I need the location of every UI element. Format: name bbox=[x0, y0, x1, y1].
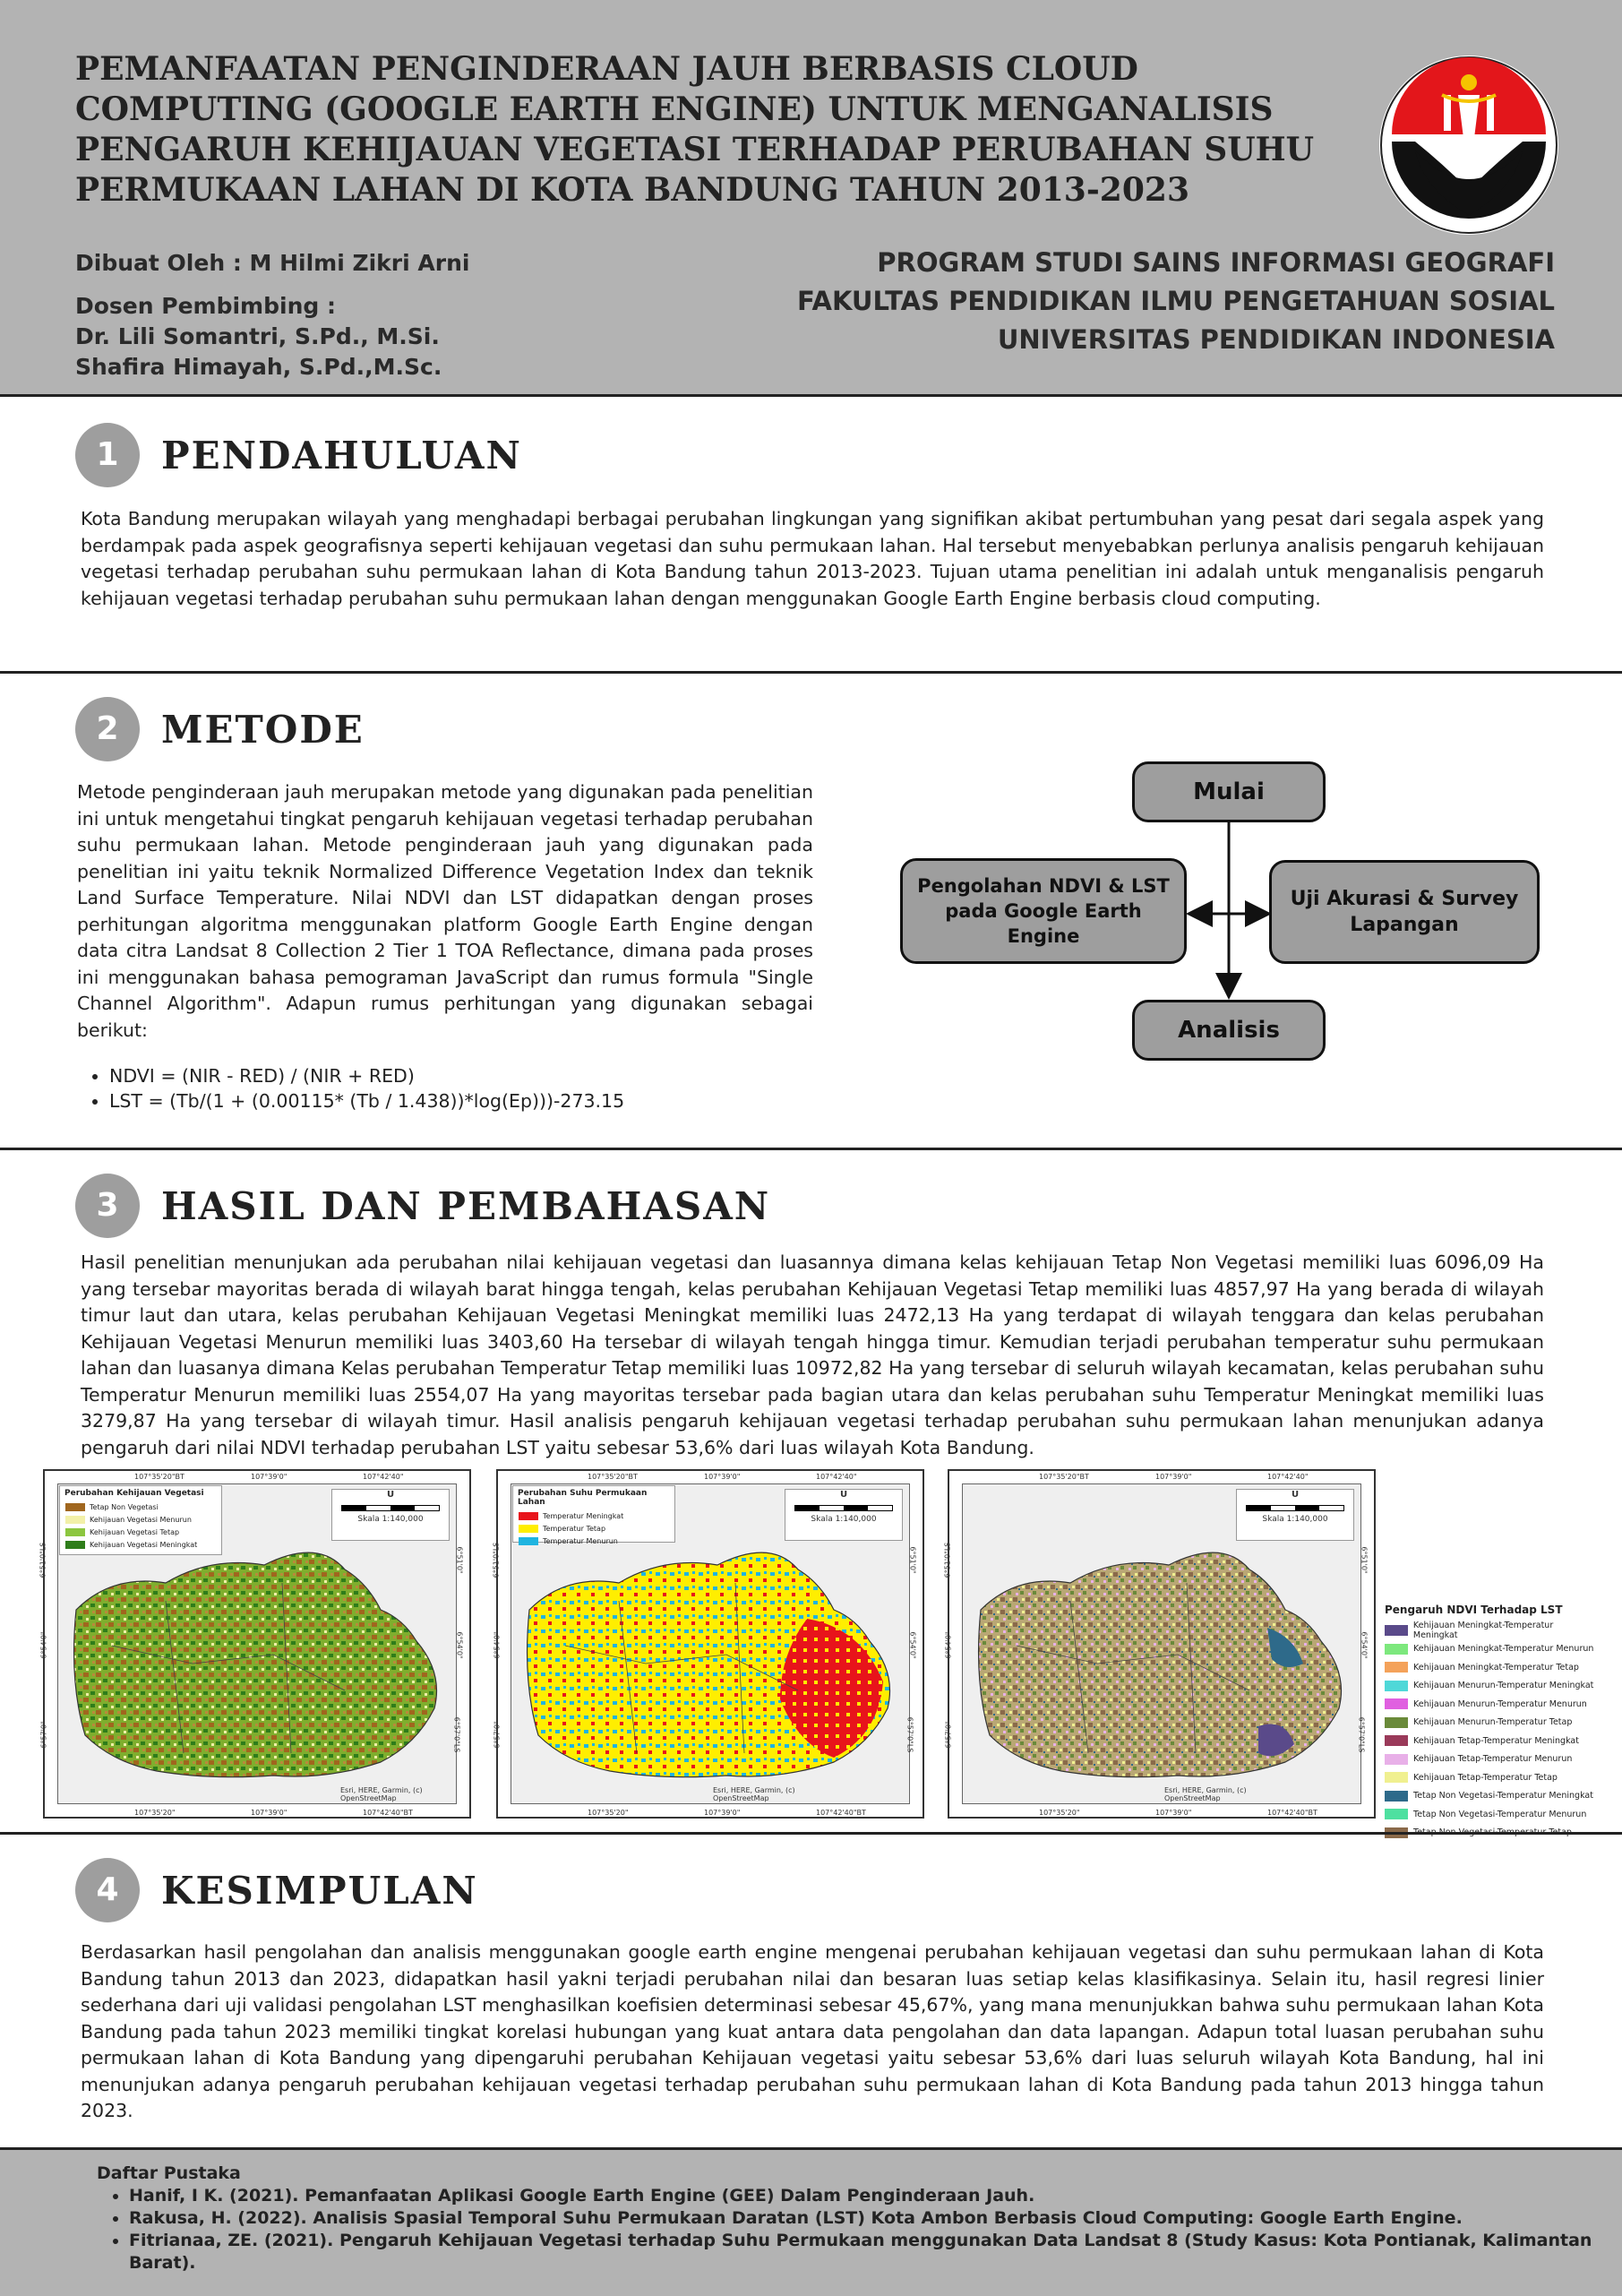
legend-item bbox=[65, 1526, 221, 1538]
map-vegetation-change: Perubahan Kehijauan Vegetasi Tetap Non Vegetasi Kehijauan Vegetasi Menurun Kehijauan Vegetasi Tetap Kehijauan Vegetasi Meningkat U Skala 1:140,000 107°35'20"BT 107°39'0" 107°42'40" 107°35'20" 107°39'0" 107°42'40"BT 6°51'0"LS 6°54'0" 6°57'0" 6°51'0" 6°54'0" 6°57'0"LS Esri, HERE, Garmin, (c) OpenStreetMap bbox=[43, 1469, 471, 1819]
section-title-results: HASIL DAN PEMBAHASAN bbox=[161, 1184, 771, 1228]
section-divider bbox=[0, 1148, 1622, 1150]
legend-swatch bbox=[519, 1525, 538, 1533]
legend-item bbox=[65, 1501, 221, 1513]
author-line: Dibuat Oleh : M Hilmi Zikri Arni bbox=[75, 250, 470, 276]
legend-swatch bbox=[1385, 1791, 1408, 1802]
ndvi-lst-legend-item bbox=[1385, 1695, 1600, 1714]
map-credit: Esri, HERE, Garmin, (c) OpenStreetMap bbox=[340, 1786, 423, 1802]
flow-processing: Pengolahan NDVI & LST pada Google Earth Engine bbox=[900, 858, 1187, 964]
scale-bar bbox=[1246, 1505, 1344, 1511]
university-logo bbox=[1379, 56, 1558, 235]
legend-label: Kehijauan Vegetasi Tetap bbox=[90, 1527, 180, 1536]
map-scale: Skala 1:140,000 bbox=[811, 1515, 877, 1524]
map-legend: Perubahan Suhu Permukaan Lahan Temperatur Meningkat Temperatur Tetap Temperatur Menurun bbox=[512, 1485, 675, 1543]
section-divider bbox=[0, 671, 1622, 674]
institution-block: PROGRAM STUDI SAINS INFORMASI GEOGRAFI FAKULTAS PENDIDIKAN ILMU PENGETAHUAN SOSIAL UNIVERSITAS PENDIDIKAN INDONESIA bbox=[797, 247, 1555, 355]
map-scale: Skala 1:140,000 bbox=[357, 1515, 424, 1524]
ndvi-lst-legend-item bbox=[1385, 1714, 1600, 1733]
legend-label: Kehijauan Vegetasi Meningkat bbox=[90, 1540, 198, 1549]
section-divider bbox=[0, 1832, 1622, 1835]
map-scale-box bbox=[785, 1489, 903, 1541]
legend-swatch bbox=[1385, 1644, 1408, 1655]
legend-items-1 bbox=[65, 1501, 221, 1551]
conclusion-paragraph: Berdasarkan hasil pengolahan dan analisis menggunakan google earth engine mengenai perubahan kehijauan vegetasi dan suhu permukaan lahan di Kota Bandung tahun 2013 dan 2023, didapatkan hasil yakni terjadi perubahan nilai dan besaran luas setiap kelas klasifikasinya. Selain itu, hasil regresi linier sederhana dari uji validasi pengolahan LST menghasilkan koefisien determinasi sebesar 45,67%, yang mana menunjukkan bahwa suhu permukaan lahan Kota Bandung pada tahun 2023 memiliki tingkat korelasi hubungan yang kuat antara data pengolahan dan data lapangan. Adapun total luasan perubahan suhu permukaan lahan di Kota Bandung yang dipengaruhi perubahan Kehijauan vegetasi yaitu sebesar 53,6% dari luas seluruh wilayah Kota Bandung, hal ini menunjukan adanya pengaruh perubahan kehijauan vegetasi terhadap perubahan suhu permukaan lahan di Kota Bandung pada tahun 2013 hingga tahun 2023. bbox=[81, 1941, 1544, 2121]
lst-formula: • LST = (Tb/(1 + (0.00115* (Tb / 1.438))*log(Ep)))-273.15 bbox=[109, 1088, 813, 1114]
ndvi-lst-legend-item bbox=[1385, 1805, 1600, 1824]
advisor-1: Dr. Lili Somantri, S.Pd., M.Si. bbox=[75, 323, 440, 349]
legend-swatch bbox=[1385, 1772, 1408, 1783]
legend-swatch bbox=[1385, 1735, 1408, 1746]
map-scale-box bbox=[1236, 1489, 1354, 1541]
legend-label: Kehijauan Tetap-Temperatur Menurun bbox=[1413, 1754, 1573, 1765]
reference-item: • Fitrianaa, ZE. (2021). Pengaruh Kehijauan Vegetasi terhadap Suhu Permukaan menggunakan Data Landsat 8 (Study Kasus: Kota Pontianak, Kalimantan Barat). bbox=[129, 2230, 1592, 2275]
section-number-results: 3 bbox=[75, 1174, 140, 1238]
ndvi-lst-legend-item bbox=[1385, 1750, 1600, 1769]
map-credit: Esri, HERE, Garmin, (c) OpenStreetMap bbox=[1164, 1786, 1247, 1802]
legend-items-2 bbox=[519, 1509, 674, 1547]
legend-swatch bbox=[1385, 1717, 1408, 1728]
intro-paragraph: Kota Bandung merupakan wilayah yang menghadapi berbagai perubahan lingkungan yang signifikan akibat pertumbuhan yang pesat dari segala aspek yang berdampak pada aspek geografisnya seperti kehijauan vegetasi dan suhu permukaan lahan. Hal tersebut menyebabkan perlunya analisis pengaruh kehijauan vegetasi terhadap perubahan suhu permukaan lahan di Kota Bandung tahun 2013-2023. Tujuan utama penelitian ini adalah untuk menganalisis pengaruh kehijauan vegetasi terhadap perubahan suhu permukaan lahan dengan menggunakan Google Earth Engine berbasis cloud computing. bbox=[81, 508, 1544, 609]
section-title-intro: PENDAHULUAN bbox=[161, 434, 522, 477]
legend-label: Kehijauan Meningkat-Temperatur Meningkat bbox=[1412, 1621, 1554, 1641]
legend-swatch bbox=[65, 1528, 85, 1536]
legend-swatch bbox=[1385, 1681, 1408, 1691]
legend-label: Temperatur Tetap bbox=[543, 1524, 606, 1533]
flow-start: Mulai bbox=[1132, 761, 1326, 822]
legend-item bbox=[519, 1535, 674, 1547]
scale-bar bbox=[794, 1505, 893, 1511]
legend-label: Kehijauan Menurun-Temperatur Menurun bbox=[1413, 1698, 1587, 1709]
method-paragraph: Metode penginderaan jauh merupakan metode yang digunakan pada penelitian ini untuk mengetahui tingkat pengaruh kehijauan vegetasi terhadap perubahan suhu permukaan lahan. Metode penginderaan jauh yang digunakan pada penelitian ini yaitu teknik Normalized Difference Vegetation Index dan teknik Land Surface Temperature. Nilai NDVI dan LST didapatkan dengan proses perhitungan algoritma menggunakan platform Google Earth Engine dengan data citra Landsat 8 Collection 2 Tier 1 TOA Reflectance, dimana pada proses ini menggunakan bahasa pemograman JavaScript dan rumus formula "Single Channel Algorithm". Adapun rumus perhitungan yang digunakan sebagai berikut: bbox=[77, 781, 813, 1041]
ndvi-lst-legend-item bbox=[1385, 1677, 1600, 1696]
legend-swatch bbox=[65, 1516, 85, 1524]
legend-swatch bbox=[1385, 1698, 1408, 1709]
results-paragraph: Hasil penelitian menunjukan ada perubahan nilai kehijauan vegetasi dan luasannya dimana kelas kehijauan Tetap Non Vegetasi memiliki luas 6096,09 Ha yang tersebar mayoritas berada di wilayah barat hingga tengah, kelas perubahan Kehijauan Vegetasi Tetap memiliki luas 4857,97 Ha yang berada di wilayah timur laut dan utara, kelas perubahan Kehijauan Vegetasi Meningkat memiliki luas 2472,13 Ha yang terdapat di wilayah tenggara dan kelas perubahan Kehijauan Vegetasi Menurun memiliki luas 3403,60 Ha tersebar di wilayah tengah hingga timur. Kemudian terjadi perubahan temperatur suhu permukaan lahan dan luasanya dimana Kelas perubahan Temperatur Tetap memiliki luas 10972,82 Ha yang tersebar di seluruh wilayah kecamatan, kelas perubahan suhu Temperatur Menurun memiliki luas 2554,07 Ha yang mayoritas tersebar pada bagian utara dan kelas perubahan suhu Temperatur Meningkat memiliki luas 3279,87 Ha yang tersebar di wilayah timur. Hasil analisis pengaruh kehijauan vegetasi terhadap perubahan suhu permukaan lahan menunjukan adanya pengaruh dari nilai NDVI terhadap perubahan LST yaitu sebesar 53,6% dari luas wilayah Kota Bandung. bbox=[81, 1251, 1544, 1458]
legend-swatch bbox=[1385, 1625, 1408, 1636]
north-arrow-icon: U bbox=[1291, 1490, 1300, 1500]
legend-swatch bbox=[519, 1512, 538, 1520]
legend-item bbox=[65, 1538, 221, 1551]
references-list bbox=[106, 2185, 1592, 2275]
ndvi-lst-legend: Pengaruh NDVI Terhadap LST Kehijauan Meningkat-Temperatur Meningkat Kehijauan Meningkat-Temperatur Menurun Kehijauan Meningkat-Temperatur Tetap Kehijauan Menurun-Temperatur Meningkat Kehijauan Menurun-Temperatur Menurun Kehijauan Menurun-Temperatur Tetap Kehijauan Tetap-Temperatur Meningkat Kehijauan Tetap-Temperatur Menurun Kehijauan Tetap-Temperatur Tetap Tetap Non Vegetasi-Temperatur Meningkat Tetap Non Vegetasi-Temperatur Menurun bbox=[1385, 1604, 1600, 1842]
legend-label: Tetap Non Vegetasi-Temperatur Meningkat bbox=[1413, 1791, 1593, 1802]
north-arrow-icon: U bbox=[839, 1490, 848, 1500]
flow-validation: Uji Akurasi & Survey Lapangan bbox=[1269, 860, 1540, 964]
legend-label: Kehijauan Meningkat-Temperatur Tetap bbox=[1413, 1662, 1579, 1673]
section-number-method: 2 bbox=[75, 697, 140, 761]
legend-label: Temperatur Meningkat bbox=[543, 1511, 624, 1520]
ndvi-lst-legend-item bbox=[1385, 1621, 1600, 1640]
map-scale: Skala 1:140,000 bbox=[1262, 1515, 1328, 1524]
legend-label: Temperatur Menurun bbox=[543, 1536, 618, 1545]
map-legend: Perubahan Kehijauan Vegetasi Tetap Non Vegetasi Kehijauan Vegetasi Menurun Kehijauan Vegetasi Tetap Kehijauan Vegetasi Meningkat bbox=[59, 1485, 222, 1555]
legend-label: Tetap Non Vegetasi-Temperatur Menurun bbox=[1413, 1809, 1587, 1819]
legend-swatch bbox=[65, 1541, 85, 1549]
legend-label: Kehijauan Menurun-Temperatur Tetap bbox=[1413, 1717, 1573, 1728]
section-number-intro: 1 bbox=[75, 423, 140, 487]
poster-title: PEMANFAATAN PENGINDERAAN JAUH BERBASIS CLOUD COMPUTING (GOOGLE EARTH ENGINE) UNTUK MENGANALISIS PENGARUH KEHIJAUAN VEGETASI TERHADAP PERUBAHAN SUHU PERMUKAAN LAHAN DI KOTA BANDUNG TAHUN 2013-2023 bbox=[75, 50, 1315, 209]
map-scale-box bbox=[331, 1489, 450, 1541]
section-number-conclusion: 4 bbox=[75, 1858, 140, 1922]
legend-swatch bbox=[1385, 1662, 1408, 1673]
map-credit: Esri, HERE, Garmin, (c) OpenStreetMap bbox=[713, 1786, 795, 1802]
legend-swatch bbox=[65, 1503, 85, 1511]
advisor-label: Dosen Pembimbing : bbox=[75, 293, 336, 319]
legend-label: Kehijauan Vegetasi Menurun bbox=[90, 1515, 192, 1524]
legend-swatch bbox=[519, 1537, 538, 1545]
references-title: Daftar Pustaka bbox=[97, 2163, 241, 2183]
ndvi-lst-legend-item bbox=[1385, 1787, 1600, 1806]
section-title-method: METODE bbox=[161, 708, 365, 752]
ndvi-lst-legend-item bbox=[1385, 1732, 1600, 1750]
ndvi-lst-legend-item bbox=[1385, 1640, 1600, 1659]
legend-label: Kehijauan Meningkat-Temperatur Menurun bbox=[1413, 1644, 1594, 1655]
advisor-2: Shafira Himayah, S.Pd.,M.Sc. bbox=[75, 354, 442, 380]
legend-swatch bbox=[1385, 1754, 1408, 1765]
reference-item: • Hanif, I K. (2021). Pemanfaatan Aplikasi Google Earth Engine (GEE) Dalam Penginderaan Jauh. bbox=[129, 2185, 1592, 2207]
legend-item bbox=[519, 1509, 674, 1522]
ndvi-lst-legend-item bbox=[1385, 1658, 1600, 1677]
legend-label: Kehijauan Tetap-Temperatur Tetap bbox=[1413, 1772, 1558, 1783]
reference-item: • Rakusa, H. (2022). Analisis Spasial Temporal Suhu Permukaan Daratan (LST) Kota Ambon Berbasis Cloud Computing: Google Earth Engine. bbox=[129, 2207, 1592, 2230]
legend-label: Tetap Non Vegetasi bbox=[90, 1502, 159, 1511]
ndvi-lst-legend-item bbox=[1385, 1768, 1600, 1787]
map-ndvi-lst-influence: U Skala 1:140,000 107°35'20"BT 107°39'0" 107°42'40" 107°35'20" 107°39'0" 107°42'40"BT 6°51'0"LS 6°54'0" 6°57'0" 6°51'0" 6°54'0" 6°57'0"LS Esri, HERE, Garmin, (c) OpenStreetMap bbox=[948, 1469, 1376, 1819]
formula-list bbox=[77, 1063, 813, 1114]
legend-item bbox=[519, 1522, 674, 1535]
legend-item bbox=[65, 1513, 221, 1526]
north-arrow-icon: U bbox=[386, 1490, 395, 1500]
legend-label: Kehijauan Tetap-Temperatur Meningkat bbox=[1413, 1735, 1579, 1746]
legend-swatch bbox=[1385, 1809, 1408, 1819]
legend-label: Kehijauan Menurun-Temperatur Meningkat bbox=[1413, 1681, 1594, 1691]
ndvi-lst-legend-items bbox=[1385, 1621, 1600, 1842]
section-title-conclusion: KESIMPULAN bbox=[161, 1869, 478, 1913]
ndvi-formula: • NDVI = (NIR - RED) / (NIR + RED) bbox=[109, 1063, 813, 1088]
flow-end: Analisis bbox=[1132, 1000, 1326, 1061]
scale-bar bbox=[341, 1505, 440, 1511]
map-temperature-change: Perubahan Suhu Permukaan Lahan Temperatur Meningkat Temperatur Tetap Temperatur Menurun U Skala 1:140,000 107°35'20"BT 107°39'0" 107°42'40" 107°35'20" 107°39'0" 107°42'40"BT 6°51'0"LS 6°54'0" 6°57'0" 6°51'0" 6°54'0" 6°57'0"LS Esri, HERE, Garmin, (c) OpenStreetMap bbox=[496, 1469, 924, 1819]
